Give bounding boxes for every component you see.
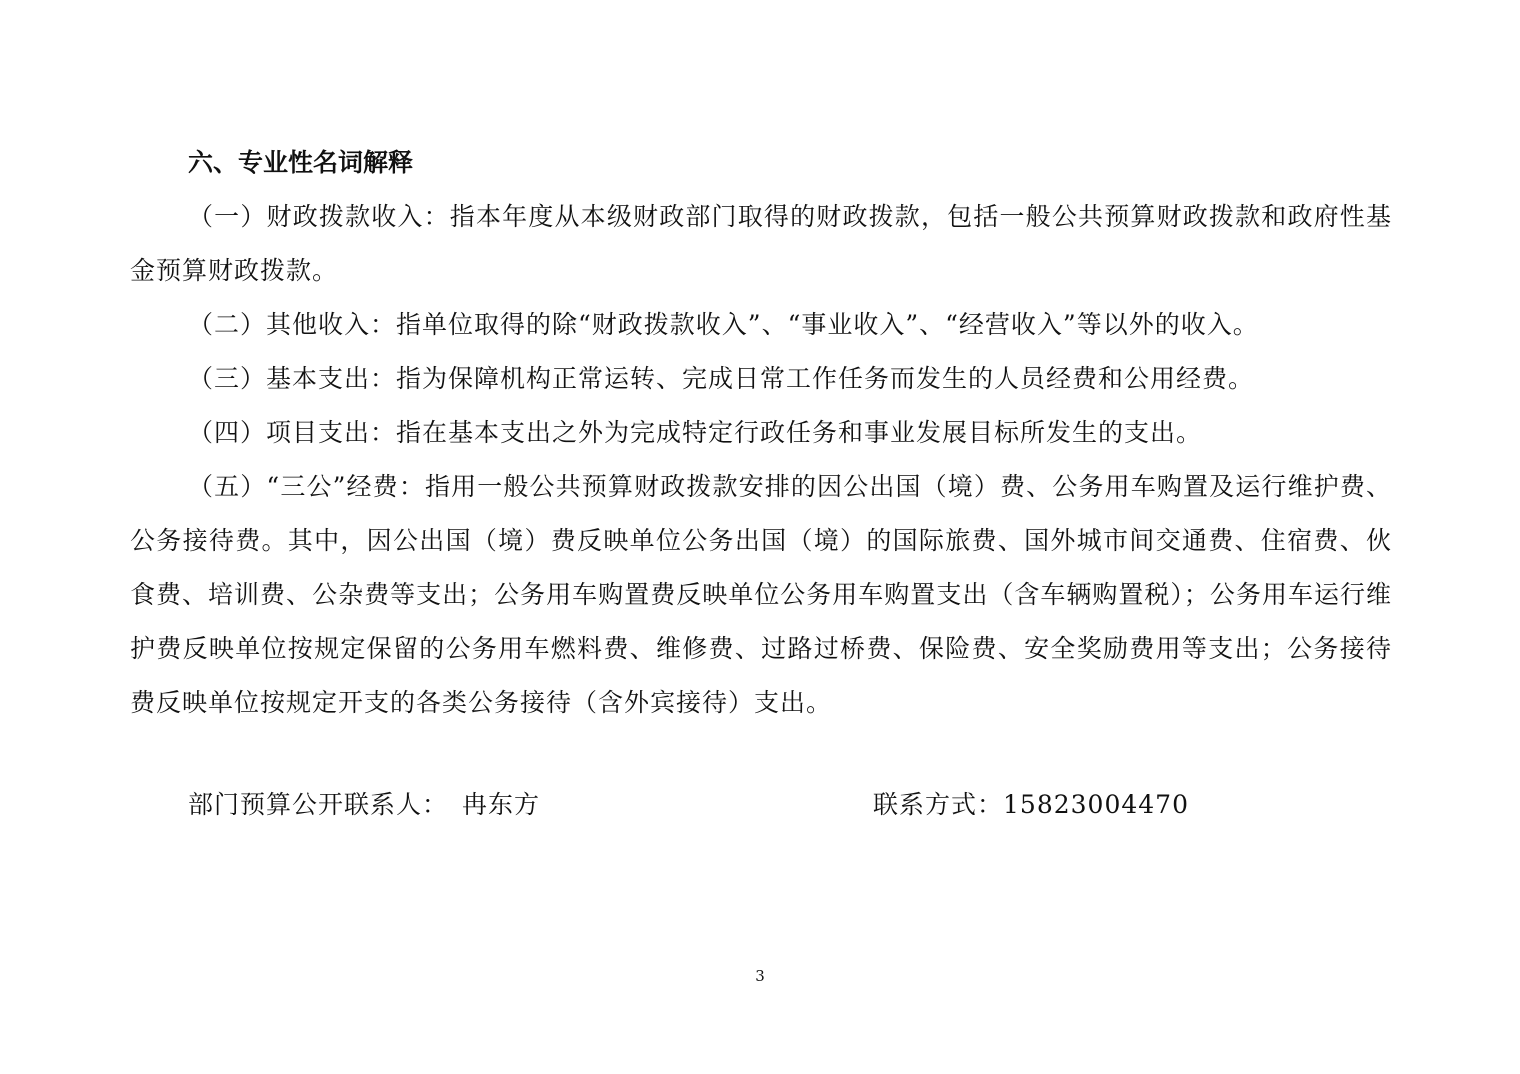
contact-phone [873,778,1189,832]
document-body [130,136,1392,730]
contact-phone-number: 15823004470 [1003,790,1189,819]
contact-line [188,778,1388,832]
contact-person-label: 部门预算公开联系人： [188,790,449,819]
paragraph-other-income: （二）其他收入：指单位取得的除“财政拨款收入”、“事业收入”、“经营收入”等以外的收入。 [188,310,1259,339]
paragraph-fiscal-appropriation: （一）财政拨款收入：指本年度从本级财政部门取得的财政拨款，包括一般公共预算财政拨款和政府性基金预算财政拨款。 [130,202,1392,285]
paragraph-three-public-expenses: （五）“三公”经费：指用一般公共预算财政拨款安排的因公出国（境）费、公务用车购置及运行维护费、公务接待费。其中，因公出国（境）费反映单位公务出国（境）的国际旅费、国外城市间交通费、住宿费、伙食费、培训费、公杂费等支出；公务用车购置费反映单位公务用车购置支出（含车辆购置税）；公务用车运行维护费反映单位按规定保留的公务用车燃料费、维修费、过路过桥费、保险费、安全奖励费用等支出；公务接待费反映单位按规定开支的各类公务接待（含外宾接待）支出。 [130,472,1392,717]
paragraph-project-expenditure: （四）项目支出：指在基本支出之外为完成特定行政任务和事业发展目标所发生的支出。 [188,418,1203,447]
contact-person-name: 冉东方 [462,790,541,819]
section-heading: 六、专业性名词解释 [188,148,414,177]
contact-phone-label: 联系方式： [873,790,1004,819]
paragraph-basic-expenditure: （三）基本支出：指为保障机构正常运转、完成日常工作任务而发生的人员经费和公用经费。 [188,364,1255,393]
contact-person [188,778,540,832]
page-number: 3 [755,967,765,985]
